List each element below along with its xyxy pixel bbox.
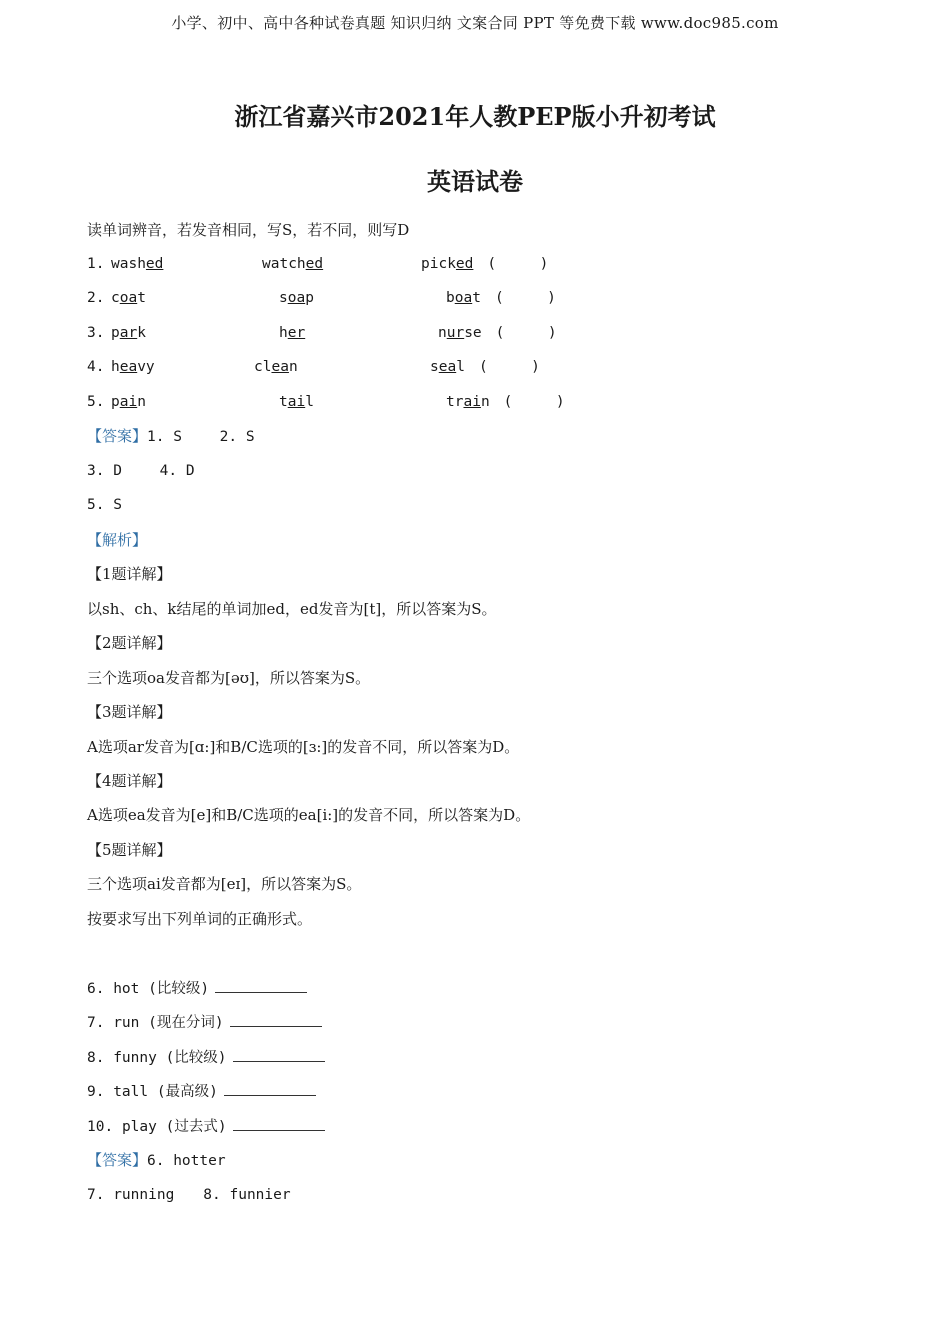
underlined-letters: ai — [287, 394, 306, 410]
phonics-word: soap — [279, 290, 314, 306]
phonics-word: pain — [111, 394, 146, 410]
answer-line: 7. running 8. funnier — [87, 1187, 291, 1203]
detail-text: A选项ea发音为[e]和B/C选项的ea[i:]的发音不同，所以答案为D。 — [87, 806, 531, 824]
phonics-question-row — [87, 392, 687, 412]
phonics-question-row — [87, 357, 687, 377]
phonics-word: train ( ) — [446, 394, 565, 410]
page-header: 小学、初中、高中各种试卷真题 知识归纳 文案合同 PPT 等免费下载 www.doc985.com — [171, 14, 779, 32]
question-number: 3. — [87, 325, 105, 341]
word-form-question: 8. funny (比较级) — [87, 1047, 325, 1068]
phonics-word: heavy — [111, 359, 155, 375]
phonics-question-row — [87, 254, 687, 274]
word-form-question: 7. run (现在分词) — [87, 1012, 322, 1033]
answer-line-2: 3. D 4. D — [87, 463, 195, 479]
detail-text: 三个选项oa发音都为[əʊ]，所以答案为S。 — [87, 669, 371, 687]
answer-blank[interactable] — [215, 978, 307, 993]
underlined-letters: ea — [438, 359, 457, 375]
phonics-word: seal ( ) — [430, 359, 540, 375]
detail-heading: 【3题详解】 — [87, 703, 172, 721]
phonics-word: park — [111, 325, 146, 341]
underlined-letters: oa — [287, 290, 306, 306]
phonics-word: her — [279, 325, 306, 341]
answer-line-3: 5. S — [87, 497, 122, 513]
detail-text: A选项ar发音为[ɑ:]和B/C选项的[ɜ:]的发音不同，所以答案为D。 — [87, 738, 520, 756]
underlined-letters: ed — [305, 256, 324, 272]
answer-text: 6. hotter — [147, 1153, 226, 1169]
underlined-letters: ai — [463, 394, 481, 410]
detail-heading: 【1题详解】 — [87, 565, 172, 583]
word-form-question: 6. hot (比较级) — [87, 978, 307, 999]
answer-tag: 【答案】 — [87, 1151, 148, 1169]
question-number: 5. — [87, 394, 105, 410]
phonics-word: watched — [262, 256, 324, 272]
answer-line — [87, 1150, 226, 1171]
answer-parentheses[interactable]: ( ) — [478, 359, 540, 375]
underlined-letters: ed — [145, 256, 164, 272]
answer-parentheses[interactable]: ( ) — [494, 290, 556, 306]
detail-heading: 【4题详解】 — [87, 772, 172, 790]
question-number: 4. — [87, 359, 105, 375]
underlined-letters: ed — [455, 256, 474, 272]
page-title: 浙江省嘉兴市2021年人教PEP版小升初考试 — [234, 102, 716, 131]
answer-text: 1. S 2. S — [147, 429, 255, 445]
underlined-letters: oa — [119, 290, 138, 306]
phonics-word: clean — [254, 359, 298, 375]
underlined-letters: ur — [446, 325, 465, 341]
answer-parentheses[interactable]: ( ) — [495, 325, 557, 341]
section2-instruction: 按要求写出下列单词的正确形式。 — [87, 910, 313, 928]
phonics-word: picked ( ) — [421, 256, 549, 272]
detail-text: 以sh、ch、k结尾的单词加ed，ed发音为[t]，所以答案为S。 — [87, 600, 497, 618]
phonics-question-row — [87, 323, 687, 343]
underlined-letters: ar — [119, 325, 138, 341]
answer-parentheses[interactable]: ( ) — [503, 394, 565, 410]
answer-blank[interactable] — [233, 1047, 325, 1062]
phonics-word: coat — [111, 290, 146, 306]
underlined-letters: ai — [119, 394, 138, 410]
question-number: 1. — [87, 256, 105, 272]
underlined-letters: oa — [454, 290, 473, 306]
answer-blank[interactable] — [230, 1012, 322, 1027]
answer-parentheses[interactable]: ( ) — [487, 256, 549, 272]
detail-heading: 【2题详解】 — [87, 634, 172, 652]
word-form-question: 10. play (过去式) — [87, 1116, 325, 1137]
phonics-word: washed — [111, 256, 164, 272]
section1-instruction: 读单词辨音，若发音相同，写S，若不同，则写D — [87, 221, 410, 239]
answer-line-1 — [87, 426, 255, 447]
detail-text: 三个选项ai发音都为[eɪ]，所以答案为S。 — [87, 875, 362, 893]
phonics-word: tail — [279, 394, 314, 410]
phonics-word: boat ( ) — [446, 290, 556, 306]
answer-blank[interactable] — [224, 1081, 316, 1096]
phonics-word: nurse ( ) — [438, 325, 557, 341]
analysis-tag: 【解析】 — [87, 531, 148, 549]
underlined-letters: ea — [271, 359, 289, 375]
word-form-question: 9. tall (最高级) — [87, 1081, 316, 1102]
page-subtitle: 英语试卷 — [427, 167, 523, 196]
underlined-letters: er — [287, 325, 306, 341]
question-number: 2. — [87, 290, 105, 306]
answer-blank[interactable] — [233, 1116, 325, 1131]
detail-heading: 【5题详解】 — [87, 841, 172, 859]
underlined-letters: ea — [119, 359, 138, 375]
phonics-question-row — [87, 288, 687, 308]
answer-tag: 【答案】 — [87, 427, 148, 445]
